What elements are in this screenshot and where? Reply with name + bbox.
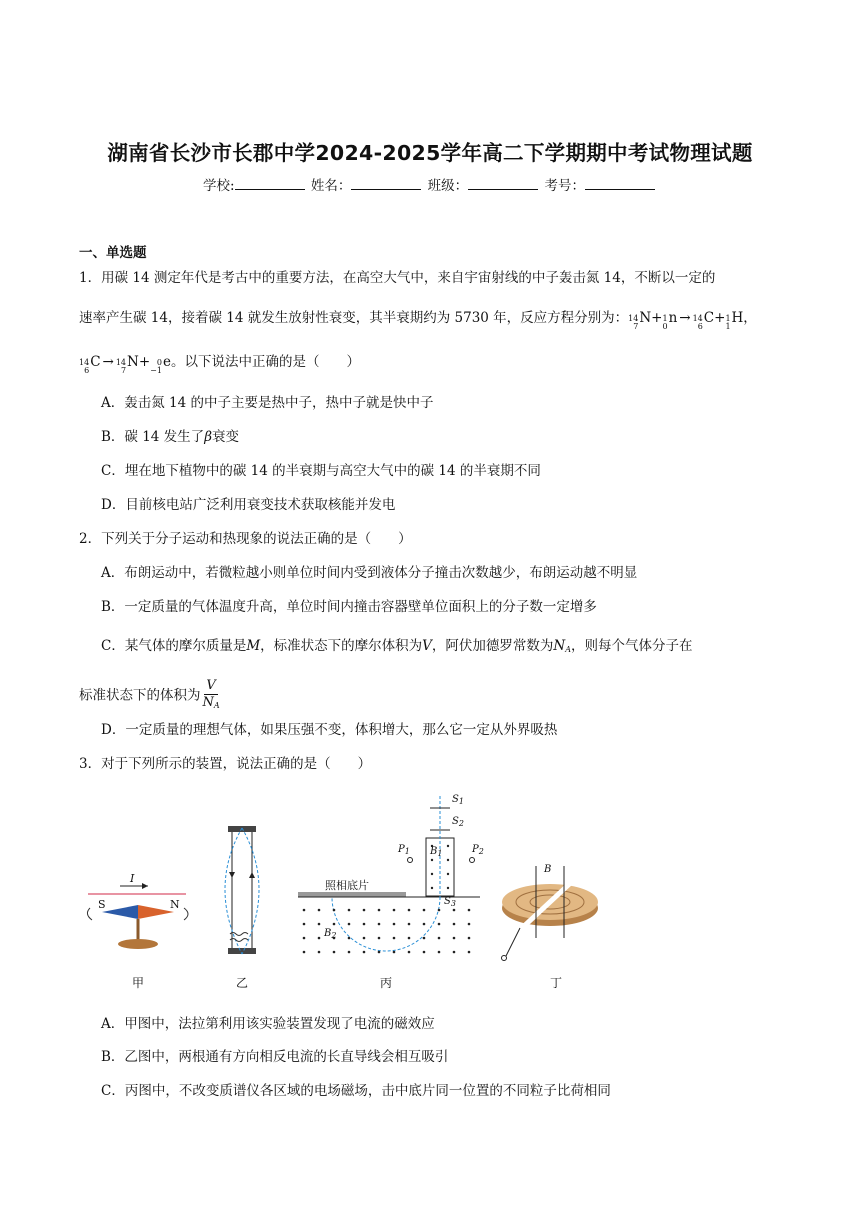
figure-yi (225, 826, 259, 954)
q3-option-a[interactable]: A．甲图中，法拉第利用该实验装置发现了电流的磁效应 (101, 1016, 435, 1032)
q3-option-b[interactable]: B．乙图中，两根通有方向相反电流的长直导线会相互吸引 (101, 1049, 449, 1065)
q2-c-text-3: ，阿伏加德罗常数为 (431, 638, 554, 654)
q2-c-text-2: ，标准状态下的摩尔体积为 (260, 638, 423, 654)
class-label: 班级： (427, 178, 469, 194)
q2-option-a[interactable]: A．布朗运动中，若微粒越小则单位时间内受到液体分子撞击次数越少，布朗运动越不明显 (101, 565, 638, 581)
volume-fraction: $\frac{V}{N_A}$ (202, 678, 220, 710)
q1-option-c[interactable]: C．埋在地下植物中的碳 14 的半衰期与高空大气中的碳 14 的半衰期不同 (101, 463, 541, 479)
q1-option-b[interactable] (101, 427, 239, 447)
figure-ding (502, 866, 599, 961)
q2-option-b[interactable]: B．一定质量的气体温度升高，单位时间内撞击容器壁单位面积上的分子数一定增多 (101, 599, 597, 615)
q2-c-line2-text: 标准状态下的体积为 (79, 687, 201, 704)
label-b: B (544, 864, 552, 875)
q1-line2 (79, 308, 757, 331)
label-b1: $B_1$ (430, 846, 443, 858)
school-label: 学校: (203, 178, 235, 194)
q1-option-b-text: B．碳 14 发生了 (101, 429, 205, 445)
section-heading: 一、单选题 (79, 245, 147, 261)
avogadro-symbol: $N_A$ (553, 638, 572, 654)
q1-line1: 1．用碳 14 测定年代是考古中的重要方法，在高空大气中，来自宇宙射线的中子轰击氮 14，不断以一定的 (79, 270, 716, 286)
q2-c-text-1: C．某气体的摩尔质量是 (101, 638, 247, 654)
molar-mass-symbol: M (246, 638, 261, 654)
label-bing: 丙 (380, 976, 393, 990)
document-title: 湖南省长沙市长郡中学2024-2025学年高二下学期期中考试物理试题 (107, 141, 753, 165)
apparatus-diagrams (80, 788, 700, 998)
reaction-equation-2: 14 6 C → 14 7 N+ 0 −1 e (79, 354, 171, 375)
q3-option-c[interactable]: C．丙图中，不改变质谱仪各区域的电场磁场，击中底片同一位置的不同粒子比荷相同 (101, 1083, 611, 1099)
school-blank[interactable] (235, 177, 305, 190)
reaction-equation-1: 14 7 N+ 1 0 n → 14 6 C+ 1 1 H， (628, 310, 757, 331)
q2-stem: 2．下列关于分子运动和热现象的说法正确的是（ ） (79, 531, 412, 547)
q2-option-c[interactable] (101, 636, 693, 660)
label-b2: $B_2$ (324, 928, 337, 940)
name-blank[interactable] (351, 177, 421, 190)
label-south: S (98, 898, 106, 911)
q1-line2-text: 速率产生碳 14，接着碳 14 就发生放射性衰变，其半衰期约为 5730 年，反应方程分别为： (79, 310, 629, 326)
q1-option-a[interactable]: A．轰击氮 14 的中子主要是热中子，热中子就是快中子 (101, 395, 434, 411)
label-ding: 丁 (550, 976, 563, 990)
figure-jia (87, 883, 188, 949)
label-p1: $P_1$ (398, 844, 410, 856)
q1-line3-text: 。以下说法中正确的是（ ） (170, 354, 360, 370)
name-label: 姓名： (310, 178, 352, 194)
q3-figure (80, 788, 700, 998)
label-jia: 甲 (132, 976, 145, 990)
exam-number-label: 考号： (544, 178, 585, 194)
label-yi: 乙 (236, 976, 249, 990)
label-p2: $P_2$ (472, 844, 484, 856)
exam-number-blank[interactable] (585, 177, 655, 190)
label-north: N (170, 898, 180, 911)
molar-volume-symbol: V (422, 638, 432, 654)
q2-option-d[interactable]: D．一定质量的理想气体，如果压强不变，体积增大，那么它一定从外界吸热 (101, 722, 558, 738)
q2-option-c-line2 (79, 678, 220, 714)
label-s1: $S_1$ (452, 794, 464, 806)
label-current: I (130, 872, 135, 885)
label-s3: $S_3$ (444, 896, 456, 908)
q3-stem: 3．对于下列所示的装置，说法正确的是（ ） (79, 756, 372, 772)
q1-option-b-suffix: 衰变 (212, 429, 239, 445)
beta-symbol: β (204, 429, 212, 445)
label-s2: $S_2$ (452, 816, 464, 828)
q1-option-d[interactable]: D．目前核电站广泛利用衰变技术获取核能并发电 (101, 497, 396, 513)
student-info-line (0, 174, 860, 194)
label-film: 照相底片 (325, 879, 369, 892)
q2-c-text-4: ，则每个气体分子在 (571, 638, 693, 654)
class-blank[interactable] (468, 177, 538, 190)
q1-line3 (79, 352, 360, 375)
